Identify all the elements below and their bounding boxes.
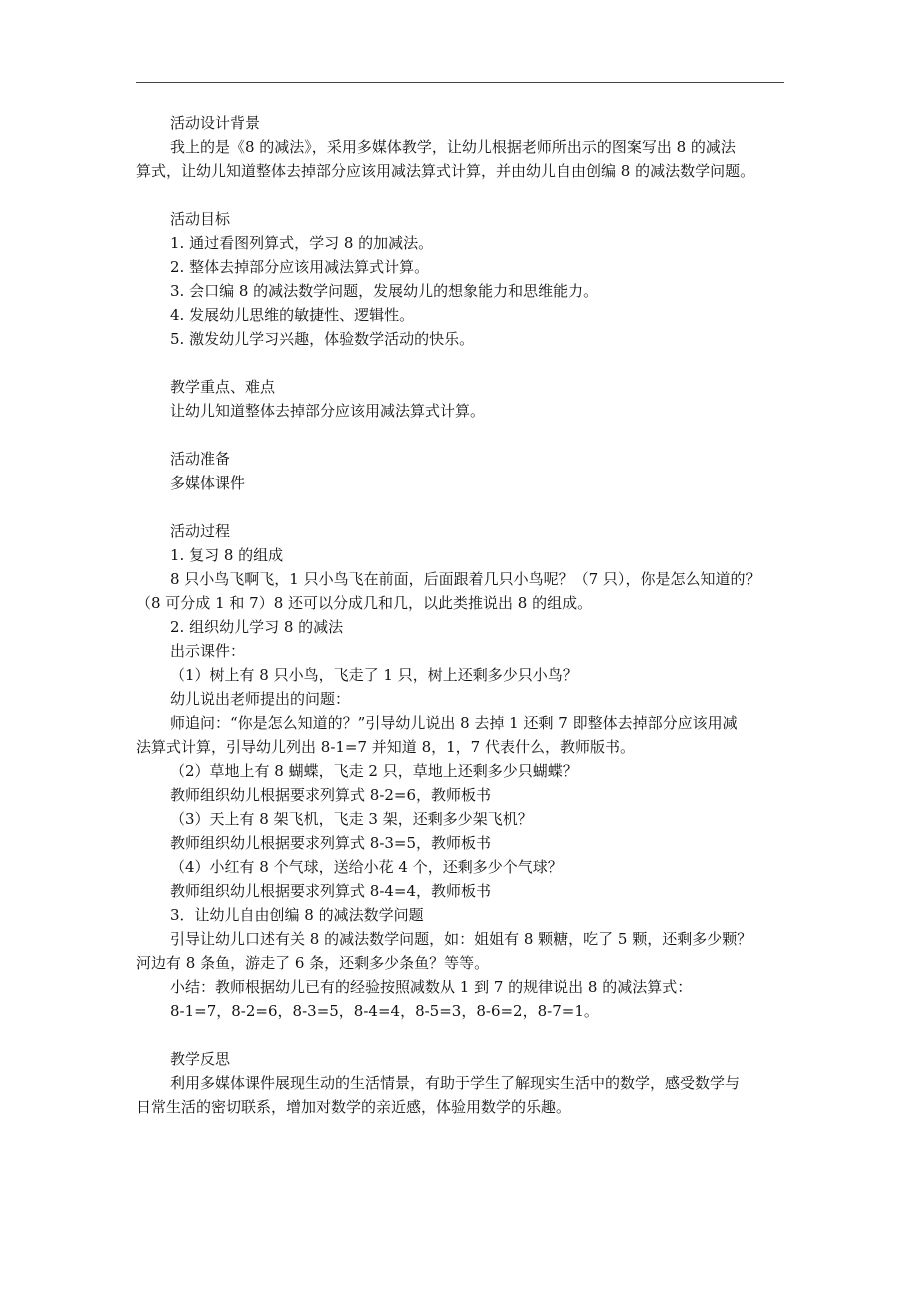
paragraph-line: 利用多媒体课件展现生动的生活情景，有助于学生了解现实生活中的数学，感受数学与: [170, 1074, 741, 1092]
paragraph-line: 河边有 8 条鱼，游走了 6 条，还剩多少条鱼？等等。: [136, 954, 490, 972]
paragraph-line: 幼儿说出老师提出的问题：: [170, 690, 351, 708]
paragraph-line: 算式，让幼儿知道整体去掉部分应该用减法算式计算，并由幼儿自由创编 8 的减法数学问题。: [136, 162, 756, 180]
paragraph-line: 教师组织幼儿根据要求列算式 8-3=5，教师板书: [170, 834, 492, 852]
section-gap: [136, 183, 784, 207]
paragraph-line: 让幼儿知道整体去掉部分应该用减法算式计算。: [170, 402, 486, 420]
paragraph-line: 5. 激发幼儿学习兴趣，体验数学活动的快乐。: [170, 330, 475, 348]
paragraph-line: 8 只小鸟飞啊飞，1 只小鸟飞在前面，后面跟着几只小鸟呢？（7 只），你是怎么知道的？: [170, 570, 761, 588]
section-gap: [136, 423, 784, 447]
section-heading: 教学重点、难点: [170, 378, 276, 396]
section-heading: 活动目标: [170, 210, 231, 228]
paragraph-line: 3．让幼儿自由创编 8 的减法数学问题: [170, 906, 424, 924]
section-heading: 教学反思: [170, 1050, 231, 1068]
section-gap: [136, 495, 784, 519]
paragraph-line: 我上的是《8 的减法》，采用多媒体教学，让幼儿根据老师所出示的图案写出 8 的减法: [170, 138, 736, 156]
paragraph-line: 1. 通过看图列算式，学习 8 的加减法。: [170, 234, 434, 252]
paragraph-line: 出示课件：: [170, 642, 246, 660]
paragraph-line: 2. 整体去掉部分应该用减法算式计算。: [170, 258, 430, 276]
header-rule: [136, 82, 784, 83]
paragraph-line: 师追问：“你是怎么知道的？”引导幼儿说出 8 去掉 1 还剩 7 即整体去掉部分应该用减: [170, 714, 738, 732]
paragraph-line: （8 可分成 1 和 7）8 还可以分成几和几，以此类推说出 8 的组成。: [136, 594, 593, 612]
paragraph-line: 多媒体课件: [170, 474, 246, 492]
paragraph-line: 8-1=7，8-2=6，8-3=5，8-4=4，8-5=3，8-6=2，8-7=1。: [170, 1002, 599, 1020]
paragraph-line: 引导让幼儿口述有关 8 的减法数学问题，如：姐姐有 8 颗糖，吃了 5 颗，还剩多少颗？: [170, 930, 753, 948]
section-heading: 活动准备: [170, 450, 231, 468]
paragraph-line: 教师组织幼儿根据要求列算式 8-2=6，教师板书: [170, 786, 492, 804]
paragraph-line: 法算式计算，引导幼儿列出 8-1=7 并知道 8，1，7 代表什么，教师版书。: [136, 738, 635, 756]
section-heading: 活动过程: [170, 522, 231, 540]
paragraph-line: 日常生活的密切联系，增加对数学的亲近感，体验用数学的乐趣。: [136, 1098, 572, 1116]
paragraph-line: 4. 发展幼儿思维的敏捷性、逻辑性。: [170, 306, 415, 324]
paragraph-line: （2）草地上有 8 蝴蝶，飞走 2 只，草地上还剩多少只蝴蝶？: [170, 762, 578, 780]
paragraph-line: 教师组织幼儿根据要求列算式 8-4=4，教师板书: [170, 882, 492, 900]
paragraph-line: 3. 会口编 8 的减法数学问题，发展幼儿的想象能力和思维能力。: [170, 282, 599, 300]
paragraph-line: （1）树上有 8 只小鸟，飞走了 1 只，树上还剩多少只小鸟？: [170, 666, 578, 684]
paragraph-line: （3）天上有 8 架飞机，飞走 3 架，还剩多少架飞机？: [170, 810, 533, 828]
document-body: [136, 111, 784, 1119]
section-gap: [136, 351, 784, 375]
paragraph-line: 1. 复习 8 的组成: [170, 546, 284, 564]
section-heading: 活动设计背景: [170, 114, 261, 132]
paragraph-line: 2. 组织幼儿学习 8 的减法: [170, 618, 344, 636]
section-gap: [136, 1023, 784, 1047]
paragraph-line: 小结：教师根据幼儿已有的经验按照减数从 1 到 7 的规律说出 8 的减法算式：: [170, 978, 693, 996]
paragraph-line: （4）小红有 8 个气球，送给小花 4 个，还剩多少个气球？: [170, 858, 563, 876]
